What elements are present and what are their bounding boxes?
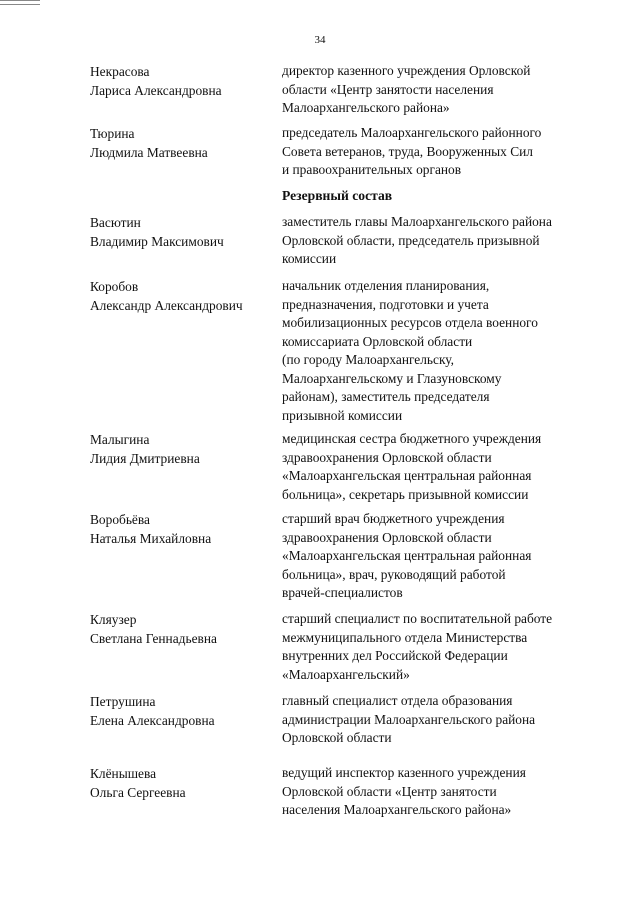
description-line: старший специалист по воспитательной работе [282, 611, 553, 626]
description-line: Орловской области «Центр занятости [282, 783, 497, 799]
given-names: Ольга Сергеевна [90, 785, 186, 800]
description-line: Совета ветеранов, труда, Вооруженных Сил [282, 143, 533, 159]
description-line: «Малоархангельская центральная районная [282, 548, 532, 563]
person-name [90, 764, 270, 802]
surname: Клёнышева [90, 766, 157, 781]
description-line: комиссариата Орловской области [282, 333, 473, 349]
position-description [282, 764, 612, 820]
position-description [282, 430, 612, 504]
scan-corner-mark [0, 0, 40, 5]
given-names: Лариса Александровна [90, 83, 222, 98]
description-line: больница», врач, руководящий работой [282, 566, 506, 582]
given-names: Александр Александрович [90, 298, 243, 313]
position-description [282, 213, 612, 269]
person-name [90, 213, 270, 251]
surname: Кляузер [90, 612, 137, 627]
position-description [282, 277, 612, 425]
position-description [282, 692, 612, 748]
description-line: ведущий инспектор казенного учреждения [282, 765, 526, 780]
surname: Малыгина [90, 432, 150, 447]
given-names: Наталья Михайловна [90, 531, 212, 546]
description-line: председатель Малоархангельского районного [282, 125, 542, 140]
description-line: комиссии [282, 251, 337, 266]
section-title-reserve: Резервный состав [282, 188, 393, 203]
description-line: «Малоархангельская центральная районная [282, 468, 532, 483]
person-name [90, 610, 270, 648]
description-line: старший врач бюджетного учреждения [282, 511, 505, 526]
description-line: населения Малоархангельского района» [282, 802, 512, 817]
person-name [90, 62, 270, 100]
description-line: «Малоархангельский» [282, 666, 410, 682]
surname: Петрушина [90, 694, 156, 709]
description-line: области «Центр занятости населения [282, 81, 494, 97]
description-line: здравоохранения Орловской области [282, 449, 492, 465]
description-line: Малоархангельского района» [282, 100, 450, 115]
given-names: Светлана Геннадьевна [90, 631, 217, 646]
surname: Воробьёва [90, 512, 150, 527]
person-name [90, 277, 270, 315]
given-names: Владимир Максимович [90, 234, 224, 249]
position-description [282, 62, 612, 118]
description-line: больница», секретарь призывной комиссии [282, 486, 529, 502]
description-line: внутренних дел Российской Федерации [282, 648, 508, 663]
given-names: Лидия Дмитриевна [90, 451, 200, 466]
given-names: Елена Александровна [90, 713, 215, 728]
description-line: администрации Малоархангельского района [282, 711, 536, 727]
given-names: Людмила Матвеевна [90, 145, 208, 160]
description-line: директор казенного учреждения Орловской [282, 63, 531, 78]
surname: Васютин [90, 215, 141, 230]
surname: Тюрина [90, 126, 135, 141]
description-line: Орловской области [282, 730, 392, 745]
description-line: Орловской области, председатель призывной [282, 232, 540, 248]
description-line: медицинская сестра бюджетного учреждения [282, 431, 542, 446]
person-name [90, 692, 270, 730]
position-description [282, 510, 612, 603]
description-line: районам), заместитель председателя [282, 389, 490, 404]
description-line: (по городу Малоархангельску, [282, 352, 455, 367]
position-description [282, 610, 612, 684]
person-name [90, 510, 270, 548]
description-line: заместитель главы Малоархангельского района [282, 214, 552, 229]
description-line: главный специалист отдела образования [282, 693, 513, 708]
person-name [90, 430, 270, 468]
description-line: призывной комиссии [282, 407, 403, 423]
description-line: здравоохранения Орловской области [282, 529, 492, 545]
description-line: начальник отделения планирования, [282, 278, 490, 293]
position-description [282, 124, 612, 180]
description-line: мобилизационных ресурсов отдела военного [282, 315, 538, 330]
description-line: межмуниципального отдела Министерства [282, 629, 528, 645]
surname: Некрасова [90, 64, 150, 79]
description-line: и правоохранительных органов [282, 162, 462, 177]
page-number: 34 [314, 34, 326, 46]
description-line: Малоархангельскому и Глазуновскому [282, 370, 502, 386]
surname: Коробов [90, 279, 139, 294]
description-line: врачей-специалистов [282, 585, 403, 600]
person-name [90, 124, 270, 162]
description-line: предназначения, подготовки и учета [282, 296, 489, 312]
